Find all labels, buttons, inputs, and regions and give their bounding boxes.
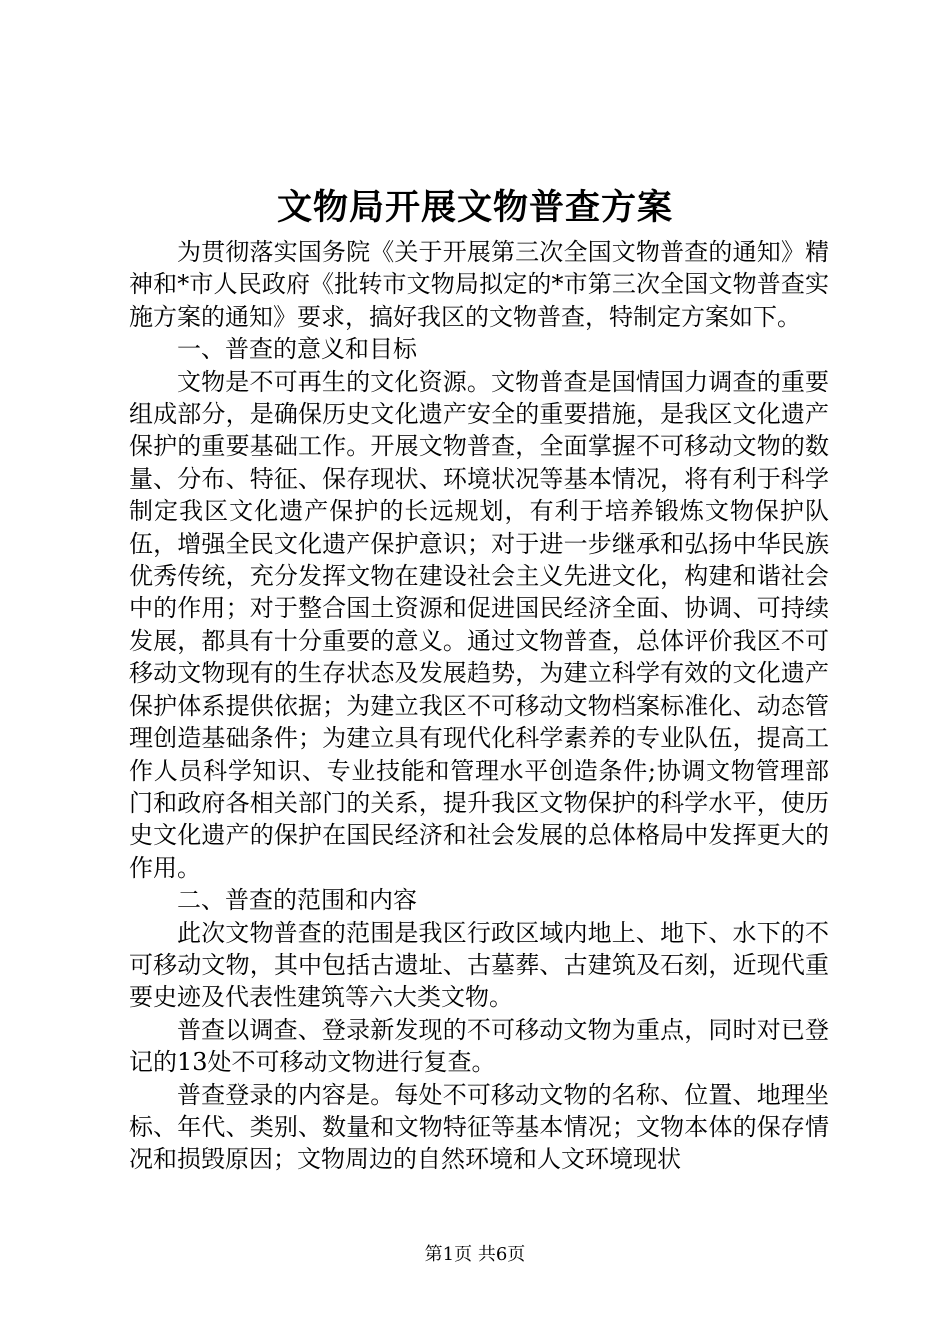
paragraph-content: 普查登录的内容是。每处不可移动文物的名称、位置、地理坐标、年代、类别、数量和文物特征等基本情况；文物本体的保存情况和损毁原因；文物周边的自然环境和人文环境现状 [129, 1080, 829, 1174]
paragraph-intro: 为贯彻落实国务院《关于开展第三次全国文物普查的通知》精神和*市人民政府《批转市文物局拟定的*市第三次全国文物普查实施方案的通知》要求，搞好我区的文物普查，特制定方案如下。 [129, 238, 829, 331]
paragraph-focus: 普查以调查、登录新发现的不可移动文物为重点，同时对已登记的13处不可移动文物进行复查。 [129, 1015, 829, 1077]
paragraph-significance: 文物是不可再生的文化资源。文物普查是国情国力调查的重要组成部分，是确保历史文化遗产安全的重要措施，是我区文化遗产保护的重要基础工作。开展文物普查，全面掌握不可移动文物的数量、分布、特征、保存现状、环境状况等基本情况，将有利于科学制定我区文化遗产保护的长远规划，有利于培养锻炼文物保护队伍，增强全民文化遗产保护意识；对于进一步继承和弘扬中华民族优秀传统，充分发挥文物在建设社会主义先进文化，构建和谐社会中的作用；对于整合国土资源和促进国民经济全面、协调、可持续发展，都具有十分重要的意义。通过文物普查，总体评价我区不可移动文物现有的生存状态及发展趋势，为建立科学有效的文化遗产保护体系提供依据；为建立我区不可移动文物档案标准化、动态管理创造基础条件；为建立具有现代化科学素养的专业队伍，提高工作人员科学知识、专业技能和管理水平创造条件;协调文物管理部门和政府各相关部门的关系，提升我区文物保护的科学水平，使历史文化遗产的保护在国民经济和社会发展的总体格局中发挥更大的作用。 [129, 367, 829, 882]
page-number-footer: 第1页 共6页 [424, 1244, 526, 1265]
paragraph-scope: 此次文物普查的范围是我区行政区域内地上、地下、水下的不可移动文物，其中包括古遗址、古墓葬、古建筑及石刻，近现代重要史迹及代表性建筑等六大类文物。 [129, 918, 829, 1012]
document-title: 文物局开展文物普查方案 [276, 187, 673, 228]
section-heading-2: 二、普查的范围和内容 [177, 886, 417, 915]
section-heading-1: 一、普查的意义和目标 [177, 335, 417, 364]
document-body [129, 236, 829, 1176]
